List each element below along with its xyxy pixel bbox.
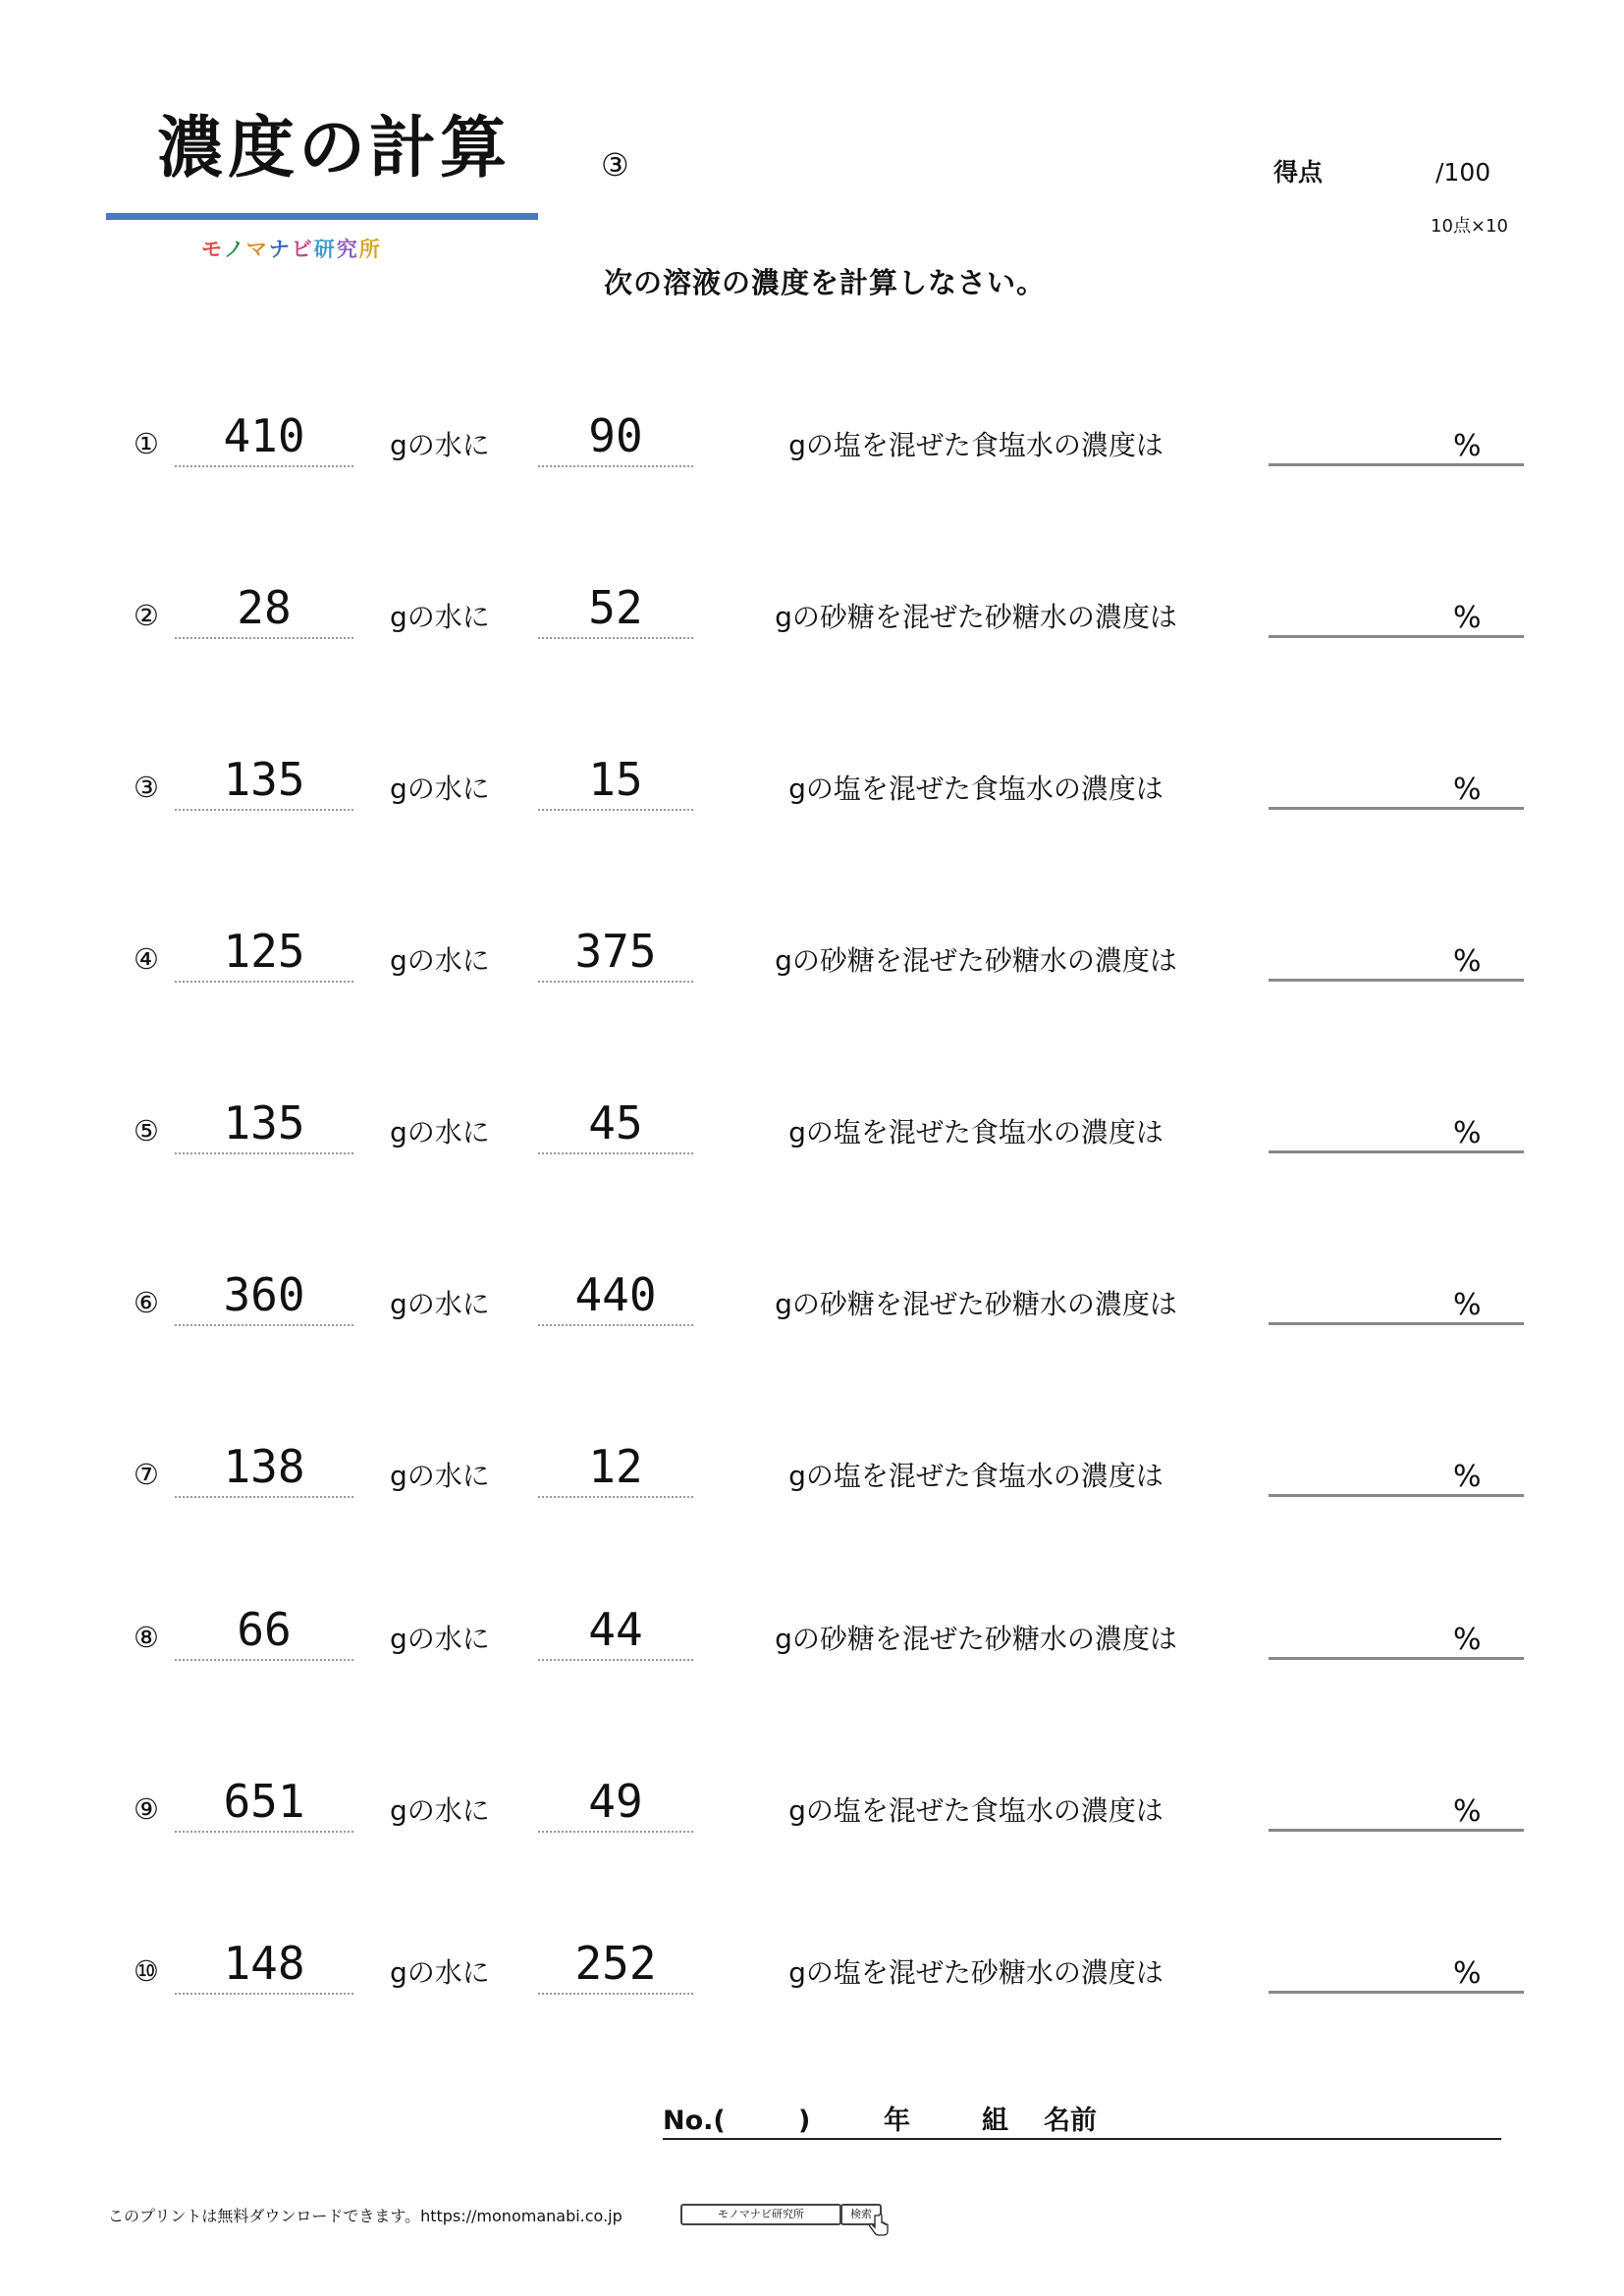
percent-unit: % [1453,1956,1482,1991]
instruction-text: 次の溶液の濃度を計算しなさい。 [604,266,1047,299]
percent-unit: % [1453,1794,1482,1829]
number-close: ) [798,2106,811,2136]
page-title: 濃度の計算 [157,110,512,187]
number-label: No.( [663,2106,726,2136]
problem-description: gの塩を混ぜた食塩水の濃度は [788,773,1164,805]
water-dotted-line [175,981,353,983]
problem-number: ⑦ [134,1458,159,1491]
water-amount: 135 [223,753,305,806]
water-text: gの水に [390,1116,490,1148]
brand-char: モ [201,238,224,261]
problem-row [0,924,1624,1002]
percent-unit: % [1453,1460,1482,1494]
brand-logo [201,240,382,260]
answer-line[interactable] [1269,979,1524,982]
solute-dotted-line [538,809,693,811]
score-rule: 10点×10 [1431,216,1508,237]
problem-description: gの塩を混ぜた食塩水の濃度は [788,1460,1164,1492]
hand-cursor-icon [868,2214,890,2239]
solute-dotted-line [538,637,693,639]
brand-char: 究 [336,238,359,261]
answer-line[interactable] [1269,635,1524,638]
problem-number: ⑨ [134,1792,159,1826]
problem-number: ③ [134,771,159,804]
solute-amount: 252 [574,1937,657,1990]
problem-row [0,580,1624,659]
solute-dotted-line [538,1496,693,1498]
percent-unit: % [1453,601,1482,635]
score-label: 得点 [1273,158,1324,187]
water-text: gの水に [390,773,490,805]
water-dotted-line [175,637,353,639]
water-amount: 148 [223,1937,305,1990]
solute-dotted-line [538,1831,693,1833]
water-dotted-line [175,1324,353,1326]
water-amount: 66 [237,1603,292,1656]
brand-char: ナ [268,238,292,261]
brand-char: ノ [223,238,246,261]
problem-number: ② [134,599,159,632]
water-text: gの水に [390,944,490,977]
answer-line[interactable] [1269,1991,1524,1994]
percent-unit: % [1453,429,1482,463]
water-amount: 135 [223,1096,305,1149]
solute-dotted-line [538,465,693,467]
problem-row [0,1439,1624,1518]
problem-row [0,1267,1624,1346]
solute-dotted-line [538,1324,693,1326]
water-amount: 410 [223,409,305,462]
water-amount: 360 [223,1268,305,1321]
name-bar [663,2105,1501,2140]
brand-char: マ [245,238,269,261]
problem-description: gの砂糖を混ぜた砂糖水の濃度は [775,1623,1177,1655]
solute-dotted-line [538,1152,693,1154]
water-text: gの水に [390,1288,490,1320]
problem-description: gの砂糖を混ぜた砂糖水の濃度は [775,944,1177,977]
solute-dotted-line [538,1659,693,1661]
year-label: 年 [884,2106,910,2136]
water-text: gの水に [390,1623,490,1655]
problem-number: ④ [134,942,159,976]
water-dotted-line [175,1152,353,1154]
answer-line[interactable] [1269,463,1524,466]
water-dotted-line [175,1831,353,1833]
percent-unit: % [1453,944,1482,979]
problem-description: gの塩を混ぜた食塩水の濃度は [788,1116,1164,1148]
brand-char: ビ [291,238,314,261]
problem-description: gの塩を混ぜた食塩水の濃度は [788,429,1164,461]
title-underline [106,213,538,220]
footer-text: このプリントは無料ダウンロードできます。https://monomanabi.co.jp [108,2207,623,2225]
problem-row [0,408,1624,487]
water-amount: 651 [223,1775,305,1828]
solute-amount: 44 [588,1603,643,1656]
problem-number: ⑤ [134,1114,159,1148]
solute-amount: 52 [588,581,643,634]
answer-line[interactable] [1269,1150,1524,1153]
search-button: 検索 [840,2204,882,2225]
water-text: gの水に [390,1956,490,1989]
water-dotted-line [175,809,353,811]
answer-line[interactable] [1269,1494,1524,1497]
water-dotted-line [175,1993,353,1995]
class-label: 組 [982,2106,1008,2136]
solute-amount: 440 [574,1268,657,1321]
brand-char: 研 [313,238,337,261]
problem-description: gの砂糖を混ぜた砂糖水の濃度は [775,601,1177,633]
problem-number: ① [134,427,159,460]
problem-number: ⑥ [134,1286,159,1319]
problem-row [0,1602,1624,1681]
problem-row [0,752,1624,830]
name-label: 名前 [1044,2106,1097,2136]
solute-amount: 375 [574,925,657,978]
problem-number: ⑧ [134,1621,159,1654]
problem-row [0,1936,1624,2014]
solute-amount: 49 [588,1775,643,1828]
water-dotted-line [175,1496,353,1498]
water-dotted-line [175,465,353,467]
water-text: gの水に [390,1794,490,1827]
answer-line[interactable] [1269,807,1524,810]
problem-description: gの塩を混ぜた砂糖水の濃度は [788,1956,1164,1989]
problem-description: gの塩を混ぜた食塩水の濃度は [788,1794,1164,1827]
problem-row [0,1095,1624,1174]
percent-unit: % [1453,1288,1482,1322]
problem-description: gの砂糖を混ぜた砂糖水の濃度は [775,1288,1177,1320]
water-dotted-line [175,1659,353,1661]
solute-dotted-line [538,981,693,983]
water-amount: 138 [223,1440,305,1493]
water-amount: 125 [223,925,305,978]
brand-char: 所 [358,238,382,261]
answer-line[interactable] [1269,1829,1524,1832]
percent-unit: % [1453,1116,1482,1150]
answer-line[interactable] [1269,1322,1524,1325]
water-text: gの水に [390,1460,490,1492]
water-text: gの水に [390,601,490,633]
solute-dotted-line [538,1993,693,1995]
water-amount: 28 [237,581,292,634]
problem-row [0,1774,1624,1852]
water-text: gの水に [390,429,490,461]
solute-amount: 45 [588,1096,643,1149]
solute-amount: 12 [588,1440,643,1493]
problem-number: ⑩ [134,1954,159,1988]
score-total: /100 [1435,158,1491,187]
sheet-number: ③ [601,146,629,184]
search-box: モノマナビ研究所 [680,2204,841,2225]
answer-line[interactable] [1269,1657,1524,1660]
solute-amount: 15 [588,753,643,806]
percent-unit: % [1453,1623,1482,1657]
solute-amount: 90 [588,409,643,462]
percent-unit: % [1453,773,1482,807]
